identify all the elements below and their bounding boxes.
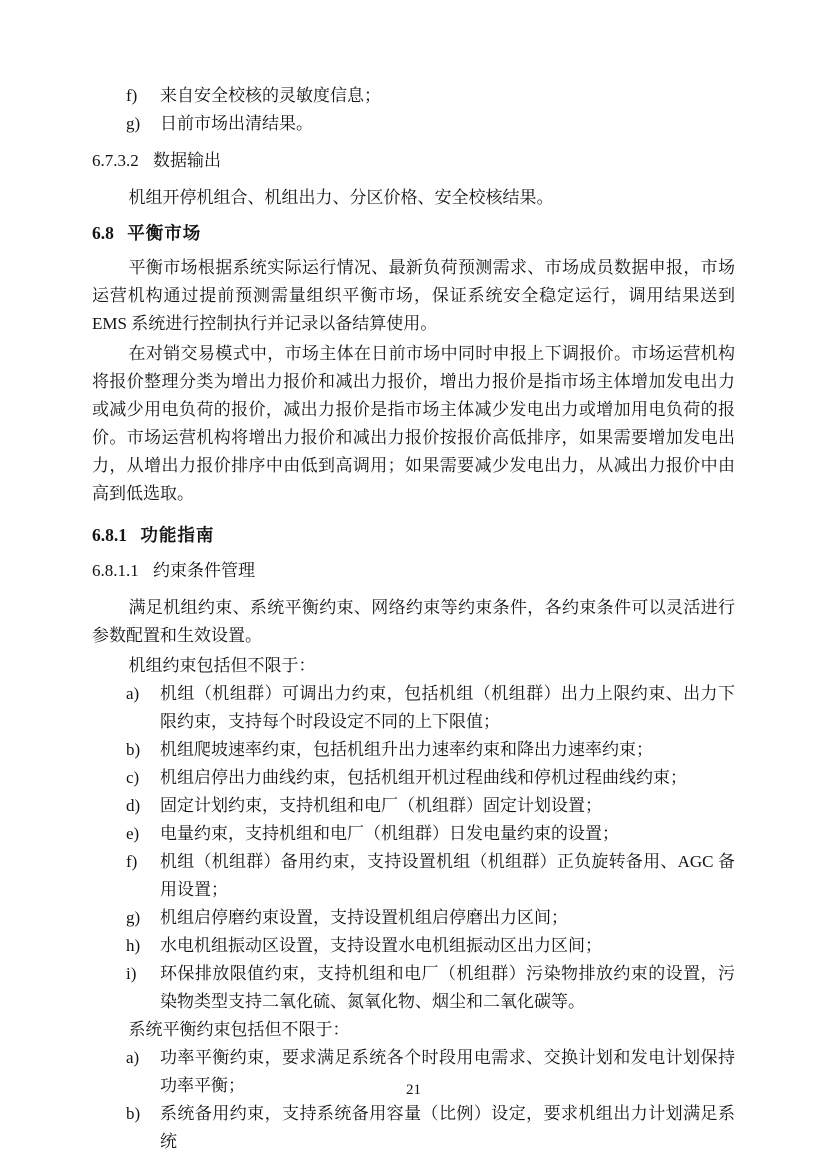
heading-6-7-3-2: [92, 149, 735, 173]
heading-title: 功能指南: [140, 525, 215, 545]
list-item: [92, 960, 735, 1016]
paragraph-balancing-market-2: 在对销交易模式中，市场主体在日前市场中同时申报上下调报价。市场运营机构将报价整理分类为增出力报价和减出力报价，增出力报价是指市场主体增加发电出力或减少用电负荷的报价，减出力报价是指市场主体减少发电出力或增加用电负荷的报价。市场运营机构将增出力报价和减出力报价按报价高低排序，如果需要增加发电出力，从增出力报价排序中由低到高调用；如果需要减少发电出力，从减出力报价中由高到低选取。: [92, 344, 735, 503]
list-item-text: 机组（机组群）可调出力约束，包括机组（机组群）出力上限约束、出力下限约束，支持每个时段设定不同的上下限值；: [160, 684, 735, 731]
list-item-marker: b): [126, 740, 141, 759]
list-item-marker: a): [126, 1048, 140, 1067]
lead-unit-constraints: 机组约束包括但不限于：: [128, 656, 316, 675]
list-item-marker: a): [126, 684, 140, 703]
heading-number: 6.8: [92, 223, 114, 243]
list-item-text: 日前市场出清结果。: [160, 114, 313, 133]
list-item: [92, 736, 735, 764]
list-item-text: 电量约束，支持机组和电厂（机组群）日发电量约束的设置；: [160, 824, 619, 843]
list-item-text: 来自安全校核的灵敏度信息；: [160, 86, 381, 105]
list-item: [92, 848, 735, 904]
paragraph-data-output: 机组开停机组合、机组出力、分区价格、安全校核结果。: [128, 188, 554, 207]
list-item: [92, 680, 735, 736]
list-item: [92, 1100, 735, 1156]
list-item: [92, 110, 735, 138]
heading-title: 平衡市场: [127, 223, 202, 243]
list-item-marker: g): [126, 908, 141, 927]
system-constraint-list: [92, 1044, 735, 1156]
list-item-marker: f): [126, 86, 138, 105]
list-item-marker: e): [126, 824, 140, 843]
heading-6-8-1: [92, 522, 735, 548]
lead-system-constraints: 系统平衡约束包括但不限于：: [128, 1020, 350, 1039]
heading-title: 约束条件管理: [153, 561, 255, 580]
list-item-marker: i): [126, 964, 137, 983]
heading-number: 6.8.1: [92, 525, 127, 545]
list-item-text: 功率平衡约束，要求满足系统各个时段用电需求、交换计划和发电计划保持功率平衡；: [160, 1048, 735, 1095]
list-item-marker: c): [126, 768, 140, 787]
document-content: [92, 82, 735, 1156]
paragraph-balancing-market-1: 平衡市场根据系统实际运行情况、最新负荷预测需求、市场成员数据申报，市场运营机构通过提前预测需量组织平衡市场，保证系统安全稳定运行，调用结果送到 EMS 系统进行控制执行并记录以备结算使用。: [92, 258, 735, 333]
list-item: [92, 764, 735, 792]
paragraph-constraint-management: 满足机组约束、系统平衡约束、网络约束等约束条件，各约束条件可以灵活进行参数配置和生效设置。: [92, 598, 735, 645]
unit-constraint-list: [92, 680, 735, 1016]
list-item-text: 固定计划约束，支持机组和电厂（机组群）固定计划设置；: [160, 796, 602, 815]
heading-number: 6.8.1.1: [92, 561, 139, 580]
list-item-text: 机组爬坡速率约束，包括机组升出力速率约束和降出力速率约束；: [160, 740, 653, 759]
list-item-text: 机组启停磨约束设置，支持设置机组启停磨出力区间；: [160, 908, 568, 927]
heading-title: 数据输出: [153, 151, 221, 170]
list-item: [92, 932, 735, 960]
list-item-marker: f): [126, 852, 138, 871]
list-item-marker: h): [126, 936, 141, 955]
list-item-text: 水电机组振动区设置，支持设置水电机组振动区出力区间；: [160, 936, 602, 955]
list-item-marker: g): [126, 114, 141, 133]
heading-6-8: [92, 220, 735, 246]
heading-6-8-1-1: [92, 559, 735, 583]
list-item-marker: d): [126, 796, 141, 815]
list-item: [92, 82, 735, 110]
heading-number: 6.7.3.2: [92, 151, 139, 170]
list-item: [92, 904, 735, 932]
list-item: [92, 820, 735, 848]
data-input-list-tail: [92, 82, 735, 138]
list-item: [92, 792, 735, 820]
list-item-text: 系统备用约束，支持系统备用容量（比例）设定，要求机组出力计划满足系统: [160, 1104, 735, 1151]
list-item-text: 机组启停出力曲线约束，包括机组开机过程曲线和停机过程曲线约束；: [160, 768, 687, 787]
list-item-text: 机组（机组群）备用约束，支持设置机组（机组群）正负旋转备用、AGC 备用设置；: [160, 852, 735, 899]
list-item-text: 环保排放限值约束，支持机组和电厂（机组群）污染物排放约束的设置，污染物类型支持二氧化硫、氮氧化物、烟尘和二氧化碳等。: [160, 964, 735, 1011]
list-item-marker: b): [126, 1104, 141, 1123]
page-number: 21: [406, 1082, 421, 1098]
